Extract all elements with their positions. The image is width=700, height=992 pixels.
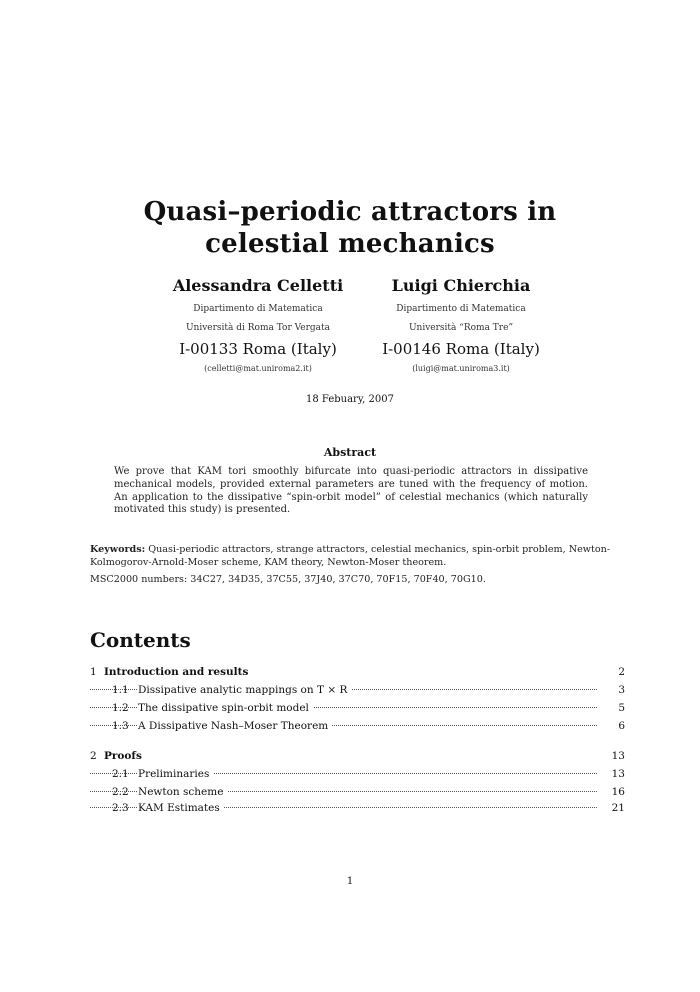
- toc-entry[interactable]: [90, 784, 625, 800]
- toc-entry-label: The dissipative spin-orbit model: [138, 700, 313, 716]
- toc-entry[interactable]: [90, 748, 625, 764]
- toc-entry[interactable]: [90, 682, 625, 698]
- toc-entry[interactable]: [90, 800, 625, 816]
- toc-entry-label: Introduction and results: [104, 664, 252, 680]
- toc-entry-page: 2: [618, 666, 625, 678]
- toc-entry-page: 13: [611, 768, 625, 780]
- toc-entry-label: Dissipative analytic mappings on T × R: [138, 682, 351, 698]
- toc-entry[interactable]: [90, 718, 625, 734]
- author-department: Dipartimento di Matematica: [396, 304, 526, 314]
- toc-entry-page: 6: [618, 720, 625, 732]
- keywords-label: Keywords:: [90, 544, 146, 555]
- toc-entry[interactable]: [90, 664, 625, 680]
- toc-entry-page: 16: [611, 786, 625, 798]
- toc-entry-number: 1: [90, 666, 97, 678]
- author-email: (luigi@mat.uniroma3.it): [412, 364, 510, 373]
- toc-entry-label: Newton scheme: [138, 784, 227, 800]
- msc-text: 34C27, 34D35, 37C55, 37J40, 37C70, 70F15, 70F40, 70G10.: [190, 574, 486, 585]
- toc-entry[interactable]: [90, 766, 625, 782]
- toc-entry-page: 3: [618, 684, 625, 696]
- toc-entry[interactable]: [90, 700, 625, 716]
- toc-entry-label: KAM Estimates: [138, 800, 224, 816]
- toc-entry-label: Proofs: [104, 748, 146, 764]
- paper-title: Quasi–periodic attractors in celestial mechanics: [143, 197, 557, 259]
- msc-label: MSC2000 numbers:: [90, 574, 188, 585]
- author-block-1: [153, 276, 363, 374]
- author-email: (celletti@mat.uniroma2.it): [204, 364, 312, 373]
- toc-entry-number: 2.1: [112, 768, 129, 780]
- contents-heading: Contents: [90, 628, 191, 652]
- toc-entry-number: 2.3: [112, 802, 129, 814]
- toc-entry-number: 2.2: [112, 786, 129, 798]
- keywords: [90, 544, 620, 569]
- author-department: Dipartimento di Matematica: [193, 304, 323, 314]
- author-block-2: [356, 276, 566, 374]
- toc-entry-label: Preliminaries: [138, 766, 213, 782]
- author-city: I-00146 Roma (Italy): [382, 340, 540, 358]
- toc-entry-label: A Dissipative Nash–Moser Theorem: [138, 718, 332, 734]
- author-university: Università di Roma Tor Vergata: [185, 323, 331, 333]
- msc-numbers: [90, 574, 620, 587]
- page-number: 1: [346, 876, 354, 887]
- author-city: I-00133 Roma (Italy): [179, 340, 337, 358]
- author-name: Alessandra Celletti: [172, 276, 344, 295]
- toc-entry-number: 1.3: [112, 720, 129, 732]
- keywords-text: Quasi-periodic attractors, strange attractors, celestial mechanics, spin-orbit problem, Newton-Kolmogorov-Arnold-Moser scheme, KAM theory, Newton-Moser theorem.: [90, 544, 611, 568]
- author-university: Università “Roma Tre”: [408, 323, 514, 333]
- abstract-heading: Abstract: [323, 446, 377, 459]
- toc-entry-number: 1.2: [112, 702, 129, 714]
- toc-entry-page: 5: [618, 702, 625, 714]
- author-name: Luigi Chierchia: [391, 276, 531, 295]
- toc-entry-page: 13: [611, 750, 625, 762]
- abstract-text: We prove that KAM tori smoothly bifurcate into quasi-periodic attractors in dissipative mechanical models, provided external parameters are tuned with the frequency of motion. An application to the dissipative “spin-orbit model” of celestial mechanics (which naturally motivated this study) is presented.: [114, 466, 588, 516]
- toc-entry-number: 2: [90, 750, 97, 762]
- paper-date: 18 Febuary, 2007: [306, 394, 394, 405]
- toc-entry-page: 21: [611, 802, 625, 814]
- toc-entry-number: 1.1: [112, 684, 129, 696]
